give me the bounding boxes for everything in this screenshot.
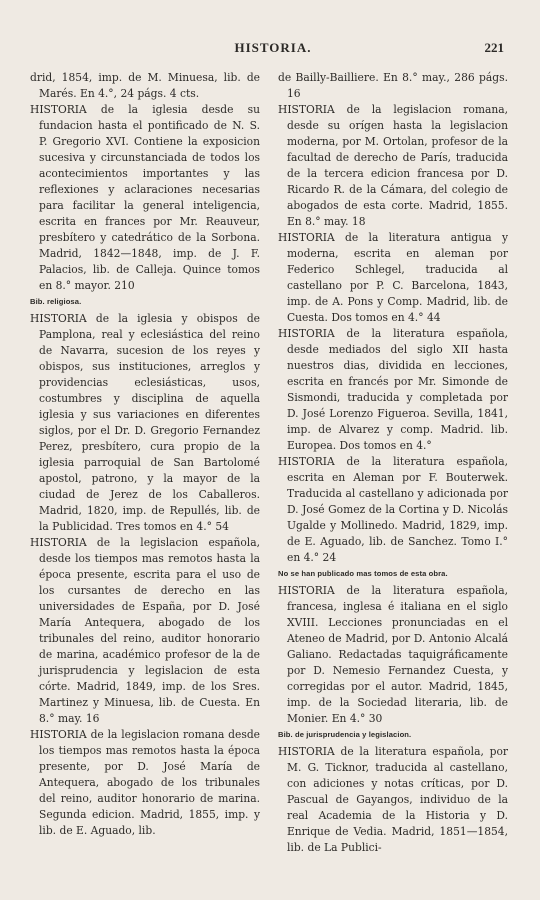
catalog-entry: HISTORIA de la iglesia desde su fundacion hasta el pontificado de N. S. P. Gregorio XVI. Contiene la exposicion sucesiva y circunstanciada de todos los acontecimientos importantes y las reflexiones y aclaraciones necesarias para facilitar la general inteligencia, escrita en frances por Mr. Reauveur, presbítero y catedrático de la Sorbona. Madrid, 1842—1848, imp. de J. F. Palacios, lib. de Calleja. Quince tomos en 8.° mayor. 210 [30, 103, 260, 292]
page-number: 221 [484, 40, 504, 55]
right-column [278, 70, 508, 856]
catalog-entry: HISTORIA de la legislacion española, desde los tiempos mas remotos hasta la época presente, escrita para el uso de los cursantes de derecho en las universidades de España, por D. José María Antequera, abogado de los tribunales del reino, auditor honorario de marina, académico profesor de la de jurisprudencia y legislacion de esta córte. Madrid, 1849, imp. de los Sres. Martinez y Minuesa, lib. de Cuesta. En 8.° may. 16 [30, 536, 260, 725]
catalog-note: Bib. de jurisprudencia y legislacion. [278, 730, 412, 739]
catalog-note: No se han publicado mas tomos de esta obra. [278, 569, 448, 578]
catalog-note: Bib. religiosa. [30, 297, 82, 306]
catalog-entry: HISTORIA de la legislacion romana desde los tiempos mas remotos hasta la época presente, por D. José María de Antequera, abogado de los tribunales del reino, auditor honorario de marina. Segunda edicion. Madrid, 1855, imp. y lib. de E. Aguado, lib. [30, 728, 260, 837]
catalog-entry: HISTORIA de la literatura española, francesa, inglesa é italiana en el siglo XVIII. Lecciones pronunciadas en el Ateneo de Madrid, por D. Antonio Alcalá Galiano. Redactadas taquigráficamente por D. Nemesio Fernandez Cuesta, y corregidas por el autor. Madrid, 1845, imp. de la Sociedad literaria, lib. de Monier. En 4.° 30 [278, 584, 508, 725]
left-column [30, 70, 260, 856]
running-title: HISTORIA. [234, 40, 312, 55]
catalog-entry: de Bailly-Bailliere. En 8.° may., 286 págs. 16 [278, 71, 508, 100]
catalog-entry: HISTORIA de la iglesia y obispos de Pamplona, real y eclesiástica del reino de Navarra, sucesion de los reyes y obispos, sus instituciones, arreglos y providencias eclesiásticas, usos, costumbres y disciplina de aquella iglesia y sus variaciones en diferentes siglos, por el Dr. D. Gregorio Fernandez Perez, presbítero, cura propio de la iglesia parroquial de San Bartolomé apostol, patrono, y la mayor de la ciudad de Jerez de los Caballeros. Madrid, 1820, imp. de Repullés, lib. de la Publicidad. Tres tomos en 4.° 54 [30, 312, 260, 533]
text-columns [30, 70, 516, 856]
catalog-entry: drid, 1854, imp. de M. Minuesa, lib. de Marés. En 4.°, 24 págs. 4 cts. [30, 71, 260, 100]
catalog-entry: HISTORIA de la literatura antigua y moderna, escrita en aleman por Federico Schlegel, traducida al castellano por P. C. Barcelona, 1843, imp. de A. Pons y Comp. Madrid, lib. de Cuesta. Dos tomos en 4.° 44 [278, 231, 508, 324]
catalog-entry: HISTORIA de la literatura española, escrita en Aleman por F. Bouterwek. Traducida al castellano y adicionada por D. José Gomez de la Cortina y D. Nicolás Ugalde y Mollinedo. Madrid, 1829, imp. de E. Aguado, lib. de Sanchez. Tomo I.° en 4.° 24 [278, 455, 508, 564]
catalog-entry: HISTORIA de la legislacion romana, desde su orígen hasta la legislacion moderna, por M. Ortolan, profesor de la facultad de derecho de París, traducida de la tercera edicion francesa por D. Ricardo R. de la Cámara, del colegio de abogados de esta corte. Madrid, 1855. En 8.° may. 18 [278, 103, 508, 228]
catalog-entry: HISTORIA de la literatura española, desde mediados del siglo XII hasta nuestros dias, dividida en lecciones, escrita en francés por Mr. Simonde de Sismondi, traducida y completada por D. José Lorenzo Figueroa. Sevilla, 1841, imp. de Alvarez y comp. Madrid. lib. Europea. Dos tomos en 4.° [278, 327, 508, 452]
page-header [30, 40, 516, 60]
catalog-entry: HISTORIA de la literatura española, por M. G. Ticknor, traducida al castellano, con adiciones y notas críticas, por D. Pascual de Gayangos, individuo de la real Academia de la Historia y D. Enrique de Vedia. Madrid, 1851—1854, lib. de La Publici- [278, 745, 508, 854]
